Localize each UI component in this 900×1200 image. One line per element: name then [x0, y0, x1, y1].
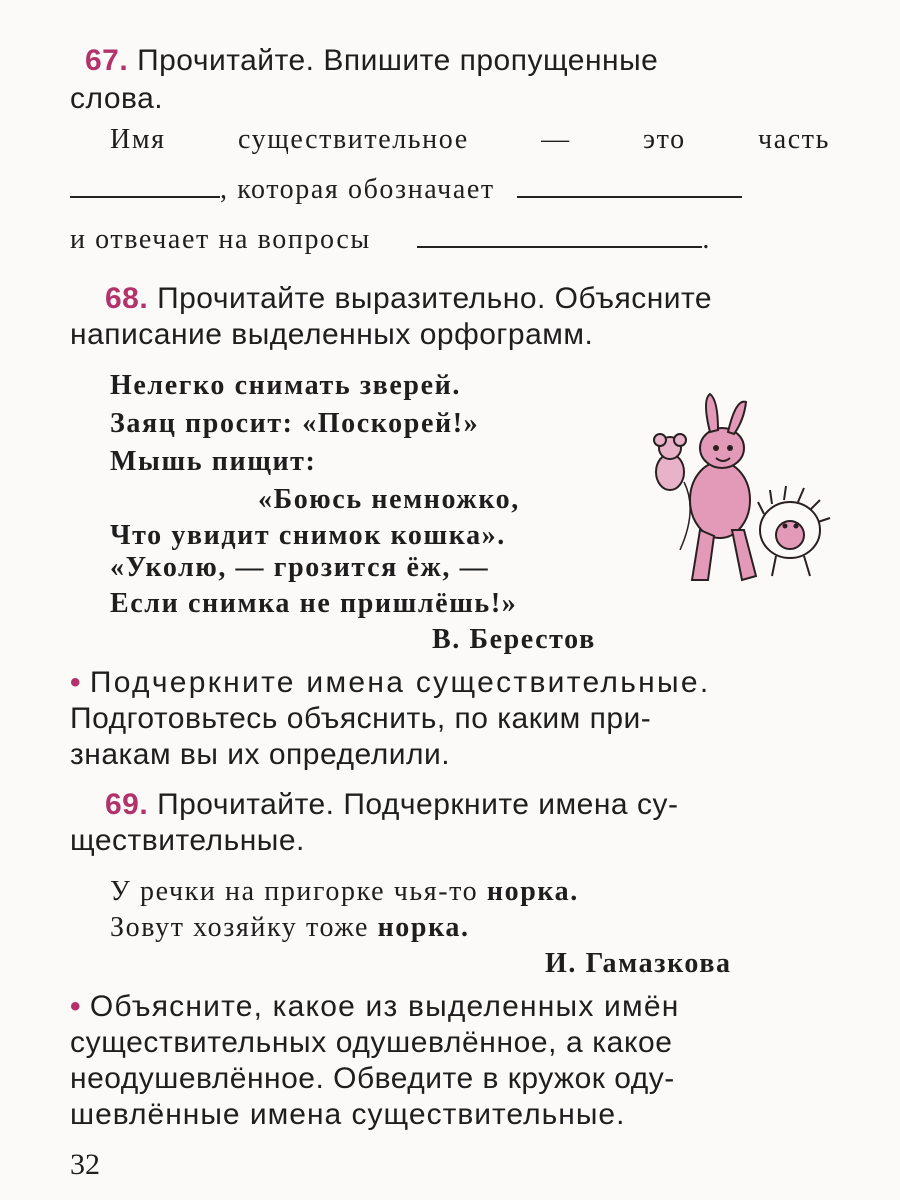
ex67-word: это [643, 124, 686, 155]
highlighted-word: норка [377, 912, 461, 943]
ex69-note-text: Объясните, какое из выделенных имён [89, 990, 680, 1023]
ex67-l2-text: , которая обозначает [220, 174, 495, 205]
poem-line: Если снимка не пришлёшь!» [110, 588, 518, 619]
poem-line: «Уколю, — грозится ёж, — [110, 552, 490, 583]
ex68-note-text: Подчеркните имена существительные. [89, 666, 711, 699]
ex67-text-line1 [110, 124, 830, 156]
ex67-blank-1[interactable] [70, 195, 220, 198]
ex69-note-line4: шевлённые имена существительные. [70, 1098, 626, 1131]
poem-line: Что увидит снимок кошка». [110, 520, 506, 551]
page-number: 32 [70, 1148, 100, 1181]
ex69-note-line2: существительных одушевлённое, а какое [70, 1026, 673, 1059]
ex69-task-line2: ществительные. [70, 824, 305, 857]
ex67-text-line2 [70, 174, 830, 206]
ex68-note-line3: знакам вы их определили. [70, 738, 451, 771]
ex68-author: В. Берестов [432, 624, 596, 655]
ex68-number: 68. [105, 282, 149, 315]
ex67-word: часть [758, 124, 830, 155]
ex67-text-line3 [70, 224, 830, 256]
poem-line: Заяц просит: «Поскорей!» [110, 408, 480, 439]
bullet: • [70, 990, 82, 1023]
ex69-number: 69. [105, 788, 149, 821]
ex67-word: — [541, 124, 571, 155]
ex69-note-line1 [70, 990, 680, 1024]
ex67-blank-3[interactable] [417, 245, 702, 248]
highlighted-word: норка [486, 876, 571, 907]
ex69-task-a: Прочитайте. Подчеркните имена су- [157, 788, 679, 821]
ex67-blank-2[interactable] [517, 195, 742, 198]
poem-line: Мышь пищит: [110, 446, 317, 477]
rabbit-mouse-hedgehog-illustration [640, 390, 840, 590]
ex69-poem-line2 [110, 912, 470, 944]
ex68-task-line1 [105, 282, 712, 316]
ex69-author: И. Гамазкова [545, 948, 732, 979]
ex68-note-line2: Подготовьтесь объяснить, по каким при- [70, 702, 652, 735]
bullet: • [70, 666, 82, 699]
ex69-task-line1 [105, 788, 678, 822]
poem-punct: . [570, 876, 579, 907]
ex67-task-line2: слова. [70, 82, 164, 115]
ex67-l3-text: и отвечает на вопросы [70, 224, 371, 255]
ex68-task-a: Прочитайте выразительно. Объясните [157, 282, 713, 315]
ex69-poem-line1 [110, 876, 579, 908]
ex67-task-a: Прочитайте. Впишите пропущенные [137, 44, 659, 77]
ex67-l3-period: . [702, 224, 711, 255]
ex69-note-line3: неодушевлённое. Обведите в кружок оду- [70, 1062, 675, 1095]
ex68-task-line2: написание выделенных орфограмм. [70, 318, 594, 351]
ex68-note-line1 [70, 666, 830, 700]
ex67-word: Имя [110, 124, 166, 155]
poem-punct: . [461, 912, 470, 943]
ex67-word: существительное [237, 124, 469, 155]
poem-text: У речки на пригорке чья-то [110, 876, 487, 907]
ex67-number: 67. [85, 44, 129, 77]
ex67-task-line1 [85, 44, 658, 78]
poem-text: Зовут хозяйку тоже [110, 912, 378, 943]
poem-line: Нелегко снимать зверей. [110, 370, 461, 401]
poem-line: «Боюсь немножко, [258, 484, 520, 515]
